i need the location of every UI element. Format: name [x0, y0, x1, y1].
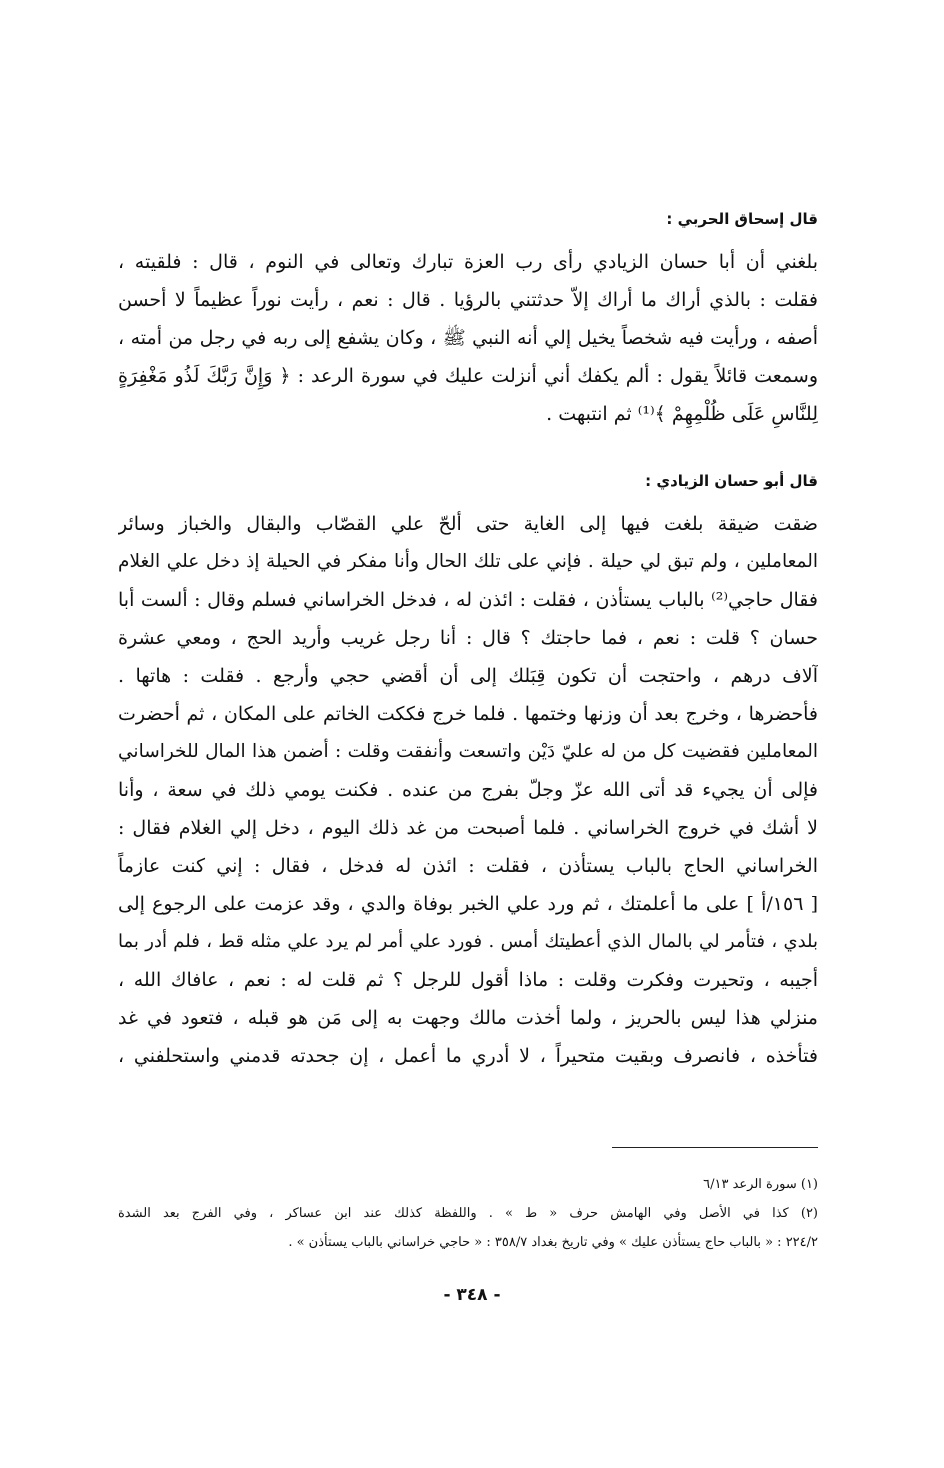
- paragraph-line: فتأخذه ، فانصرف وبقيت متحيراً ، لا أدري ما أعمل ، إن جحدته قدمني واستحلفني ،: [118, 1045, 818, 1067]
- paragraph-line: أصفه ، ورأيت فيه شخصاً يخيل إلي أنه النبي ﷺ ، وكان يشفع إلى ربه في رجل من أمته ،: [118, 327, 818, 349]
- paragraph-line: [ ١٥٦/أ ] على ما أعلمتك ، ثم ورد علي الخبر بوفاة والدي ، وقد عزمت على الرجوع إلى: [118, 893, 818, 915]
- paragraph-line: حسان ؟ قلت : نعم ، فما حاجتك ؟ قال : أنا رجل غريب وأريد الحج ، ومعي عشرة: [118, 627, 818, 649]
- paragraph-line: فقال حاجي⁽²⁾ بالباب يستأذن ، فقلت : ائذن له ، فدخل الخراساني فسلم وقال : ألست أبا: [118, 589, 818, 611]
- section-heading-ishaq: قال إسحاق الحربي :: [666, 210, 818, 228]
- paragraph-line: لا أشك في خروج الخراساني . فلما أصبحت من غد ذلك اليوم ، دخل إلي الغلام فقال :: [118, 817, 818, 839]
- paragraph-line: فأحضرها ، وخرج بعد أن وزنها وختمها . فلما خرج فككت الخاتم على المكان ، ثم أحضرت: [118, 703, 818, 725]
- footnote-2: (٢) كذا في الأصل وفي الهامش حرف « ط » . واللفظة كذلك عند ابن عساكر ، وفي الفرج بعد الشدة: [118, 1206, 818, 1221]
- paragraph-line: المعاملين ، ولم تبق لي حيلة . فإني على تلك الحال وأنا مفكر في الحيلة إذ دخل علي الغلام: [118, 551, 818, 572]
- paragraph-line: ضقت ضيقة بلغت فيها إلى الغاية حتى ألحّ علي القصّاب والبقال والخباز وسائر: [118, 513, 818, 535]
- footnotes: [118, 1170, 818, 1257]
- footnote-divider: [612, 1147, 818, 1148]
- paragraph-line: المعاملين فقضيت كل من له عليّ دَيْن واتسعت وأنفقت وقلت : أضمن هذا المال للخراساني: [118, 741, 818, 762]
- paragraph-line: آلاف درهم ، واحتجت أن تكون قِبَلك إلى أن أقضي حجي وأرجع . فقلت : هاتها .: [118, 665, 818, 687]
- paragraph-line: فقلت : بالذي أراك ما أراك إلاّ حدثتني بالرؤيا . قال : نعم ، رأيت نوراً عظيماً لا أحسن: [118, 289, 818, 311]
- paragraph-story: [118, 505, 818, 1075]
- paragraph-dream: [118, 243, 818, 433]
- footnote-1: (١) سورة الرعد ٦/١٣: [703, 1177, 818, 1192]
- paragraph-line: منزلي هذا ليس بالحريز ، ولما أخذت مالك وجهت به إلى مَن هو قبله ، فتعود في غد: [118, 1007, 818, 1029]
- footnote-2-continued: ٢٢٤/٢ : « بالباب حاج يستأذن عليك » وفي تاريخ بغداد ٣٥٨/٧ : « حاجي خراساني بالباب يستأذن » .: [288, 1235, 818, 1250]
- paragraph-line: فإلى أن يجيء قد أتى الله عزّ وجلّ بفرج من عنده . فكنت يومي ذلك في سعة ، وأنا: [118, 779, 818, 801]
- paragraph-line: لِلنَّاسِ عَلَى ظُلْمِهِمْ ﴾⁽¹⁾ ثم انتبهت .: [546, 403, 818, 425]
- page-number: - ٣٤٨ -: [443, 1285, 501, 1305]
- paragraph-line: الخراساني الحاج بالباب يستأذن ، فقلت : ائذن له فدخل ، فقال : إني كنت عازماً: [118, 855, 818, 877]
- paragraph-line: وسمعت قائلاً يقول : ألم يكفك أني أنزلت عليك في سورة الرعد : ﴿ وَإِنَّ رَبَّكَ لَذُو مَغْفِرَةٍ: [118, 365, 818, 387]
- section-heading-abu-hassan: قال أبو حسان الزيادي :: [645, 472, 818, 490]
- paragraph-line: بلغني أن أبا حسان الزيادي رأى رب العزة تبارك وتعالى في النوم ، قال : فلقيته ،: [118, 251, 818, 273]
- paragraph-line: أجيبه ، وتحيرت وفكرت وقلت : ماذا أقول للرجل ؟ ثم قلت له : نعم ، عافاك الله ،: [118, 969, 818, 991]
- paragraph-line: بلدي ، فتأمر لي بالمال الذي أعطيتك أمس . فورد علي أمر لم يرد علي مثله قط ، فلم أدر بما: [118, 931, 818, 952]
